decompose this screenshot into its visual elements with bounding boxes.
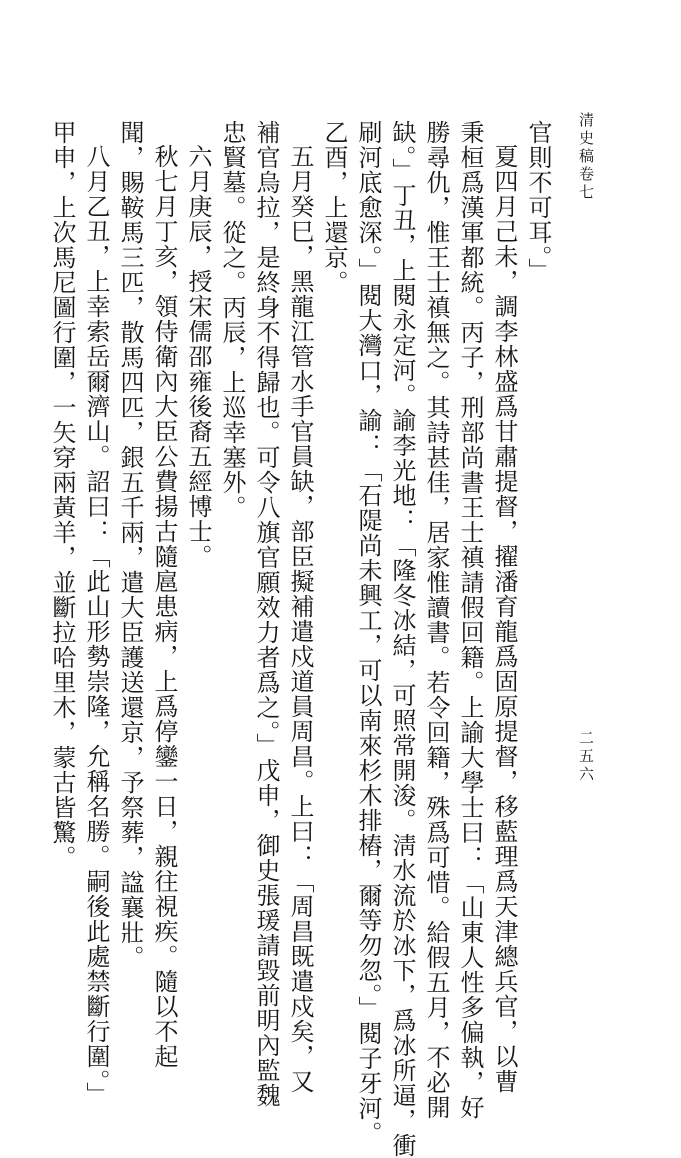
text-line: 缺。」丁丑，上閱永定河。諭李光地：「隆冬冰結，可照常開浚。淸水流於冰下，爲冰所逼，衝 xyxy=(388,120,416,1158)
text-line: 官則不可耳。」 xyxy=(524,120,552,283)
text-line: 六月庚辰，授宋儒邵雍後裔五經博士。 xyxy=(184,144,212,569)
text-line: 補官烏拉，是終身不得歸也。可令八旗官願效力者爲之。」戊申，御史張瑗請毀前明內監魏 xyxy=(252,120,280,1108)
text-line: 勝尋仇，惟王士禛無之。其詩甚佳，居家惟讀書。若令回籍，殊爲可惜。給假五月，不必開 xyxy=(422,120,450,1120)
text-line: 刷河底愈深。」閱大灣口，諭：「石隄尚未興工，可以南來杉木排樁，爾等勿忽。」閱子牙河。 xyxy=(354,120,382,1146)
text-line: 八月乙丑，上幸索岳爾濟山。詔曰：「此山形勢崇隆，允稱名勝。嗣後此處禁斷行圍。」 xyxy=(82,144,110,1107)
text-line: 五月癸巳，黑龍江管水手官員缺，部臣擬補遣戍道員周昌。上曰：「周昌既遣戍矣，又 xyxy=(286,144,314,1094)
text-line: 乙酉，上還京。 xyxy=(320,120,348,295)
running-head-book-title: 清史稿卷七 xyxy=(577,112,595,202)
text-line: 甲申，上次馬尼圖行圍，一矢穿兩黃羊，並斷拉哈里木，蒙古皆驚。 xyxy=(48,120,76,870)
text-line: 忠賢墓。從之。丙辰，上巡幸塞外。 xyxy=(218,120,246,520)
text-line: 夏四月己未，調李林盛爲甘肅提督，擢潘育龍爲固原提督，移藍理爲天津總兵官，以曹 xyxy=(490,144,518,1094)
text-line: 聞，賜鞍馬三匹，散馬四匹，銀五千兩，遣大臣護送還京，予祭葬，諡襄壯。 xyxy=(116,120,144,970)
text-line: 秉桓爲漢軍都統。丙子，刑部尚書王士禛請假回籍。上諭大學士曰：「山東人性多偏執，好 xyxy=(456,120,484,1120)
page-number: 二五六 xyxy=(577,730,595,784)
text-line: 秋七月丁亥，領侍衛內大臣公費揚古隨扈患病，上爲停鑾一日，親往視疾。隨以不起 xyxy=(150,144,178,1069)
text-body xyxy=(45,120,555,1158)
